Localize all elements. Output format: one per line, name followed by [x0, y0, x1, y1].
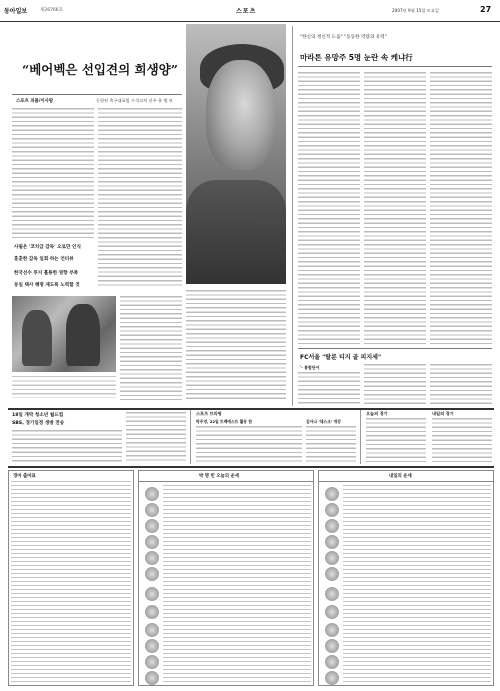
- portrait-face: [206, 60, 276, 170]
- lead-body-col-1: [12, 108, 94, 238]
- fortune-tomorrow-title: 내일의 운세: [389, 474, 412, 479]
- worldcup-body: [12, 430, 122, 462]
- page-number: 27: [480, 5, 492, 14]
- fortune-today-title: 박 명 빈 오늘의 운세: [199, 474, 240, 479]
- photo-caption: [12, 376, 116, 398]
- zodiac-ox-icon: [325, 503, 339, 517]
- mid-divider-1: [190, 410, 191, 464]
- worldcup-body-col-2: [126, 412, 186, 462]
- fortune-tomorrow-rows: [343, 485, 491, 683]
- zodiac-monkey-icon: [325, 623, 339, 637]
- fc-rule: [298, 348, 492, 349]
- zodiac-rooster-icon: [325, 639, 339, 653]
- briefing-body-1: [196, 426, 302, 462]
- bottom-band-rule: [8, 466, 494, 468]
- right-kicker: "한신의 정신적 도움" "동등한 역량과 유력": [300, 35, 387, 40]
- side-quote-2: 훈훈한 감독 일회 하는 언터뷰: [14, 257, 74, 262]
- zodiac-horse-icon: [325, 587, 339, 601]
- section-title: 스포츠: [236, 8, 257, 15]
- briefing-label: 스포츠 브리핑: [196, 411, 222, 416]
- zodiac-dog-icon: [325, 655, 339, 669]
- fortune-today-title-rule: [139, 481, 313, 482]
- fc-body-col-2: [364, 364, 426, 406]
- fc-body-col-1: [298, 372, 360, 406]
- fc-headline: FC서울 "랄룬 티지 골 피지세": [300, 354, 382, 361]
- briefing-body-2: [306, 426, 356, 462]
- zodiac-dragon-icon: [145, 551, 159, 565]
- side-quote-4: 동일 택사 해명 재도록 노력할 것: [14, 283, 80, 288]
- issue-number: 제26766호: [40, 8, 64, 13]
- byline: 동원된 축구대표팀 수석코치 선주 홍 명 보: [96, 98, 173, 103]
- zodiac-sheep-icon: [145, 605, 159, 619]
- zodiac-tiger-icon: [145, 519, 159, 533]
- fortune-today-table: [138, 470, 314, 686]
- middle-band-rule: [8, 408, 494, 410]
- zodiac-rat-icon: [145, 487, 159, 501]
- zodiac-pig-icon: [325, 671, 339, 685]
- zodiac-rooster-icon: [145, 639, 159, 653]
- worldcup-headline: 18일 개막 청소년 월드컵: [12, 413, 64, 418]
- byline-label: 스포츠 피플/이사람: [16, 99, 54, 104]
- lead-body-col-2: [98, 108, 182, 288]
- racing-table-title: 경마 출마표: [13, 474, 36, 479]
- racing-table-rows: [11, 481, 131, 683]
- headline-rule: [12, 94, 182, 95]
- worldcup-subheadline: SBS, 경기일정 생방 전송: [12, 421, 65, 426]
- zodiac-dragon-icon: [325, 551, 339, 565]
- right-headline: 마라톤 유망주 5명 눈란 속 케냐行: [300, 53, 413, 62]
- fortune-tomorrow-title-rule: [319, 481, 493, 482]
- today-games-list: [366, 418, 426, 462]
- fortune-tomorrow-table: [318, 470, 494, 686]
- zodiac-tiger-icon: [325, 519, 339, 533]
- portrait-shoulders: [186, 180, 286, 284]
- right-column-divider: [292, 26, 293, 406]
- lead-body-col-3: [186, 290, 286, 400]
- side-quote-1: 사필은 '코치급 감독' 오로만 인식: [14, 245, 81, 250]
- lead-headline: “베어벡은 선입견의 희생양”: [22, 62, 178, 77]
- right-body-col-2: [364, 72, 426, 344]
- zodiac-monkey-icon: [145, 623, 159, 637]
- coach-photo-figure-left: [22, 310, 52, 366]
- zodiac-pig-icon: [145, 671, 159, 685]
- coach-photo-figure-right: [66, 304, 100, 366]
- briefing-title-1: 박주영, 22일 트렉에스트 활동 한: [196, 419, 253, 424]
- zodiac-sheep-icon: [325, 605, 339, 619]
- tomorrow-games-list: [432, 418, 492, 462]
- newspaper-logo: 동아일보: [4, 8, 28, 15]
- mid-divider-2: [360, 410, 361, 464]
- side-quote-3: 한국선수 투지 훌륭한 영향 부족: [14, 271, 79, 276]
- zodiac-ox-icon: [145, 503, 159, 517]
- right-body-col-1: [298, 72, 360, 344]
- fortune-today-rows: [163, 485, 311, 683]
- right-body-col-3: [430, 72, 492, 344]
- lead-body-col-4: [120, 296, 182, 400]
- briefing-title-2: 김아나 ‘데스크’ 개강: [306, 419, 341, 424]
- issue-date: 2007년 9월 15일 토요일: [392, 8, 439, 13]
- right-headline-rule: [298, 66, 492, 67]
- racing-table: [8, 470, 134, 686]
- fc-subhead: '· 통합단어: [300, 365, 320, 370]
- zodiac-rabbit-icon: [325, 535, 339, 549]
- today-games-label: 오늘의 경기: [366, 411, 388, 416]
- zodiac-snake-icon: [145, 567, 159, 581]
- fc-body-col-3: [430, 364, 492, 406]
- zodiac-rat-icon: [325, 487, 339, 501]
- tomorrow-games-label: 내일의 경기: [432, 411, 454, 416]
- zodiac-dog-icon: [145, 655, 159, 669]
- zodiac-rabbit-icon: [145, 535, 159, 549]
- zodiac-horse-icon: [145, 587, 159, 601]
- zodiac-snake-icon: [325, 567, 339, 581]
